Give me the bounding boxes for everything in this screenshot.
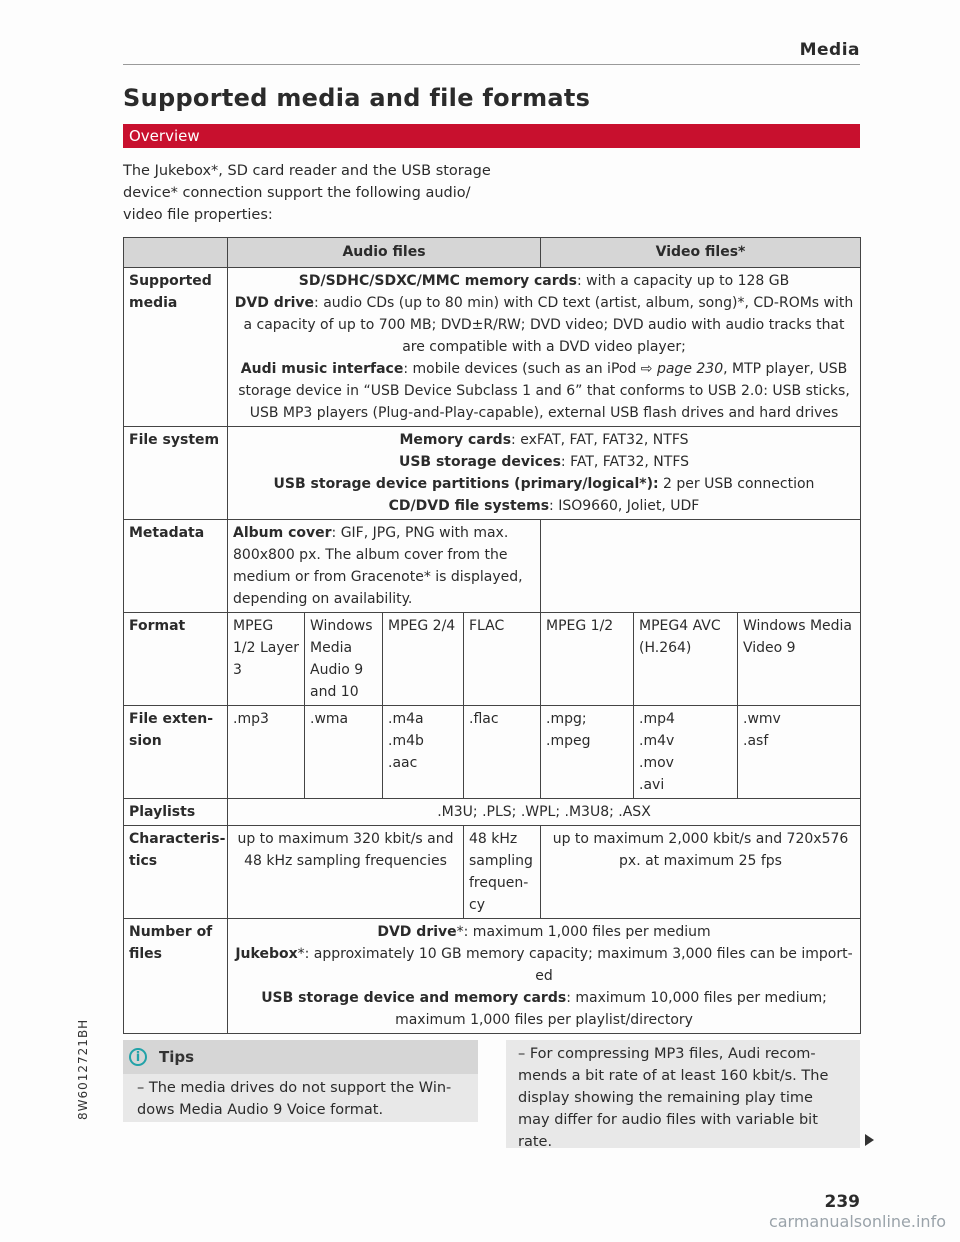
playlists-cell: .M3U; .PLS; .WPL; .M3U8; .ASX [228, 799, 861, 826]
format-cell: FLAC [464, 613, 541, 706]
tips-box [123, 1040, 478, 1122]
metadata-cell: Album cover: GIF, JPG, PNG with max. 800x800 px. The album cover from the medium or from Gracenote* is displayed, depending on availability. [228, 520, 541, 613]
char-video-cell: up to maximum 2,000 kbit/s and 720x576 px. at maximum 25 fps [541, 826, 861, 919]
row-label: File system [124, 427, 228, 520]
ext-cell: .wma [305, 706, 383, 799]
intro-paragraph: The Jukebox*, SD card reader and the USB storage device* connection support the following audio/ video file properties: [123, 163, 491, 223]
ext-cell: .m4a .m4b .aac [383, 706, 464, 799]
row-file-system [124, 427, 861, 520]
tips-header [123, 1040, 478, 1074]
page-ref-link[interactable]: page 230 [656, 361, 724, 377]
ext-cell: .mpg; .mpeg [541, 706, 634, 799]
section-label: Media [799, 40, 860, 60]
tips-item: – The media drives do not support the Win-dows Media Audio 9 Voice format. [137, 1080, 452, 1118]
note-text: – For compressing MP3 files, Audi recom-mends a bit rate of at least 160 kbit/s. The display showing the remaining play time may differ for audio files with variable bit rate. [518, 1046, 829, 1150]
format-cell: Windows Media Audio 9 and 10 [305, 613, 383, 706]
page-number: 239 [824, 1192, 860, 1212]
ext-cell: .mp3 [228, 706, 305, 799]
page-title: Supported media and file formats [123, 84, 591, 112]
row-characteristics [124, 826, 861, 919]
row-label: Characteris-tics [124, 826, 228, 919]
supported-media-cell: SD/SDHC/SDXC/MMC memory cards: with a capacity up to 128 GB DVD drive: audio CDs (up to 80 min) with CD text (artist, album, song)*, CD-ROMs with a capacity of up to 700 MB; DVD±R/RW; DVD video; DVD audio with audio tracks that are compatible with a DVD video player; Audi music interface: mobile devices (such as an iPod ⇨ page 230, MTP player, USB storage device in “USB Device Subclass 1 and 6” that conforms to USB 2.0: USB sticks, USB MP3 players (Plug-and-Play-capable), external USB flash drives and hard drives [228, 268, 861, 427]
tips-title: Tips [159, 1048, 195, 1066]
char-flac-cell: 48 kHz sampling frequen-cy [464, 826, 541, 919]
format-cell: MPEG 1/2 [541, 613, 634, 706]
row-file-extension [124, 706, 861, 799]
subsection-title: Overview [129, 127, 200, 145]
watermark: carmanualsonline.info [768, 1212, 946, 1231]
row-number-files [124, 919, 861, 1034]
continue-arrow-icon [865, 1134, 874, 1146]
number-files-cell: DVD drive*: maximum 1,000 files per medium Jukebox*: approximately 10 GB memory capacity; maximum 3,000 files can be import-ed USB storage device and memory cards: maximum 10,000 files per medium; maximum 1,000 files per playlist/directory [228, 919, 861, 1034]
format-cell: MPEG 2/4 [383, 613, 464, 706]
header-video: Video files* [541, 238, 861, 268]
file-system-cell: Memory cards: exFAT, FAT, FAT32, NTFS USB storage devices: FAT, FAT32, NTFS USB storage device partitions (primary/logical*): 2 per USB connection CD/DVD file systems: ISO9660, Joliet, UDF [228, 427, 861, 520]
row-label: Playlists [124, 799, 228, 826]
ext-cell: .mp4 .m4v .mov .avi [634, 706, 738, 799]
formats-table [123, 237, 861, 1034]
row-metadata [124, 520, 861, 613]
table-header-row [124, 238, 861, 268]
note-box [506, 1040, 860, 1148]
row-label: File exten-sion [124, 706, 228, 799]
char-audio-cell: up to maximum 320 kbit/s and 48 kHz sampling frequencies [228, 826, 464, 919]
metadata-video-cell [541, 520, 861, 613]
header-empty [124, 238, 228, 268]
header-audio: Audio files [228, 238, 541, 268]
row-label: Metadata [124, 520, 228, 613]
header-rule [123, 64, 860, 65]
format-cell: MPEG 1/2 Layer 3 [228, 613, 305, 706]
row-label: Format [124, 613, 228, 706]
row-format [124, 613, 861, 706]
row-supported-media [124, 268, 861, 427]
format-cell: MPEG4 AVC (H.264) [634, 613, 738, 706]
info-icon: i [129, 1048, 147, 1066]
row-label: Supported media [124, 268, 228, 427]
ext-cell: .wmv .asf [738, 706, 861, 799]
ext-cell: .flac [464, 706, 541, 799]
document-code: 8W6012721BH [76, 1018, 90, 1120]
row-label: Number of files [124, 919, 228, 1034]
subsection-bar [123, 124, 860, 148]
row-playlists [124, 799, 861, 826]
format-cell: Windows Media Video 9 [738, 613, 861, 706]
